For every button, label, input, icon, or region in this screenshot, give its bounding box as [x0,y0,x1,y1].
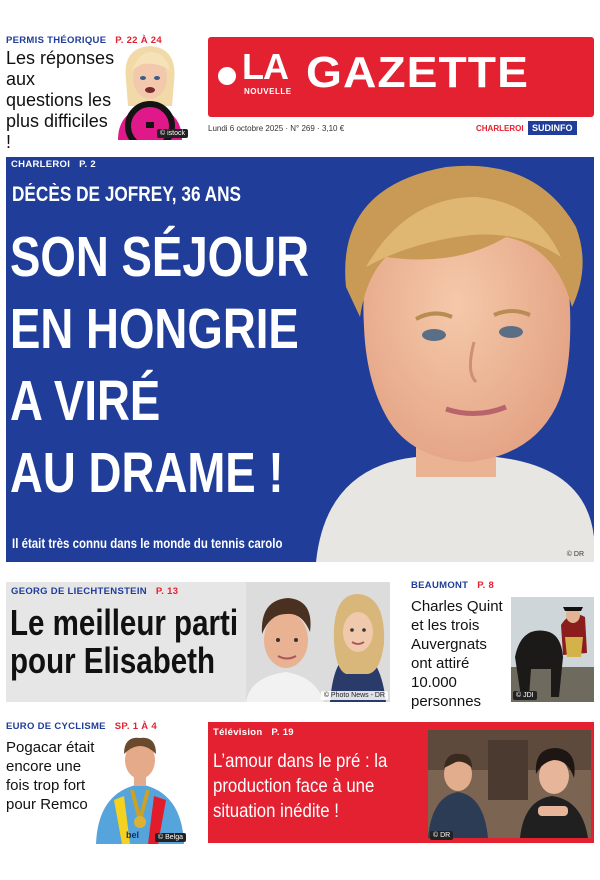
georg-photo-credit: © Photo News - DR [321,691,388,700]
beaumont-kicker-page: P. 8 [477,580,495,591]
hero-kicker [6,157,101,171]
television-kicker-page: P. 19 [271,727,294,738]
masthead-logo[interactable] [208,37,594,117]
beaumont-kicker [411,580,494,591]
hero-headline-line: A VIRÉ [10,369,161,433]
promo-photo-credit: © istock [157,129,188,138]
promo-kicker-page: P. 22 À 24 [115,35,162,46]
television-photo [428,730,591,838]
georg-elisabeth-photo [246,582,390,702]
beaumont-kicker-label: BEAUMONT [411,580,469,591]
hero-headline-line: AU DRAME ! [10,441,284,505]
sudinfo-logo[interactable]: SUDINFO [528,121,577,135]
cyclisme-headline[interactable]: Pogacar était encore une fois trop fort pour Remco [6,739,95,813]
hero-portrait-photo [306,157,594,562]
georg-kicker [11,586,178,597]
issue-dateline: Lundi 6 octobre 2025 · N° 269 · 3,10 € [208,124,345,133]
hero-subline: Il était très connu dans le monde du tennis carolo [12,535,283,551]
hero-story[interactable] [6,157,594,562]
logo-dot-icon [218,67,236,85]
hero-overline: DÉCÈS DE JOFREY, 36 ANS [12,183,242,206]
georg-headline-line: Le meilleur parti [10,602,239,643]
television-story[interactable] [208,722,594,843]
hero-headline-line: EN HONGRIE [10,297,299,361]
television-photo-credit: © DR [430,831,453,840]
georg-kicker-label: GEORG DE LIECHTENSTEIN [11,586,147,597]
beaumont-photo-credit: © JDI [513,691,537,700]
jersey-sponsor-text: bel [126,830,140,840]
logo-la: LA [242,46,288,87]
hero-kicker-page: P. 2 [79,159,96,170]
georg-headline-line: pour Elisabeth [10,640,216,681]
horse-rider-photo [511,597,594,702]
television-kicker [213,727,294,738]
beaumont-headline[interactable]: Charles Quint et les trois Auvergnats ont attiré 10.000 personnes [411,598,503,710]
hero-photo-credit: © DR [566,551,584,558]
logo-gazette: GAZETTE [306,48,529,97]
georg-story[interactable] [6,582,390,702]
television-headline: L’amour dans le pré : la production face à une situation inédite ! [213,750,388,822]
promo-kicker-label: PERMIS THÉORIQUE [6,35,107,46]
blonde-woman-illustration [110,40,190,140]
promo-photo[interactable] [110,40,190,140]
hero-headline[interactable] [10,221,346,509]
cyclisme-photo-credit: © Belga [155,833,186,842]
hero-kicker-label: CHARLEROI [11,159,71,170]
cyclist-photo [92,730,188,844]
edition-region: CHARLEROI [476,124,524,133]
cyclisme-kicker-label: EURO DE CYCLISME [6,721,106,732]
promo-headline[interactable]: Les réponses aux questions les plus difficiles ! [6,48,115,152]
hero-headline-line: SON SÉJOUR [10,225,310,289]
georg-kicker-page: P. 13 [155,586,179,597]
television-kicker-label: Télévision [213,727,263,738]
logo-nouvelle: NOUVELLE [244,87,292,96]
cyclisme-kicker-page: SP. 1 À 4 [114,721,157,732]
cyclisme-photo[interactable] [92,730,188,844]
beaumont-photo[interactable] [511,597,594,702]
